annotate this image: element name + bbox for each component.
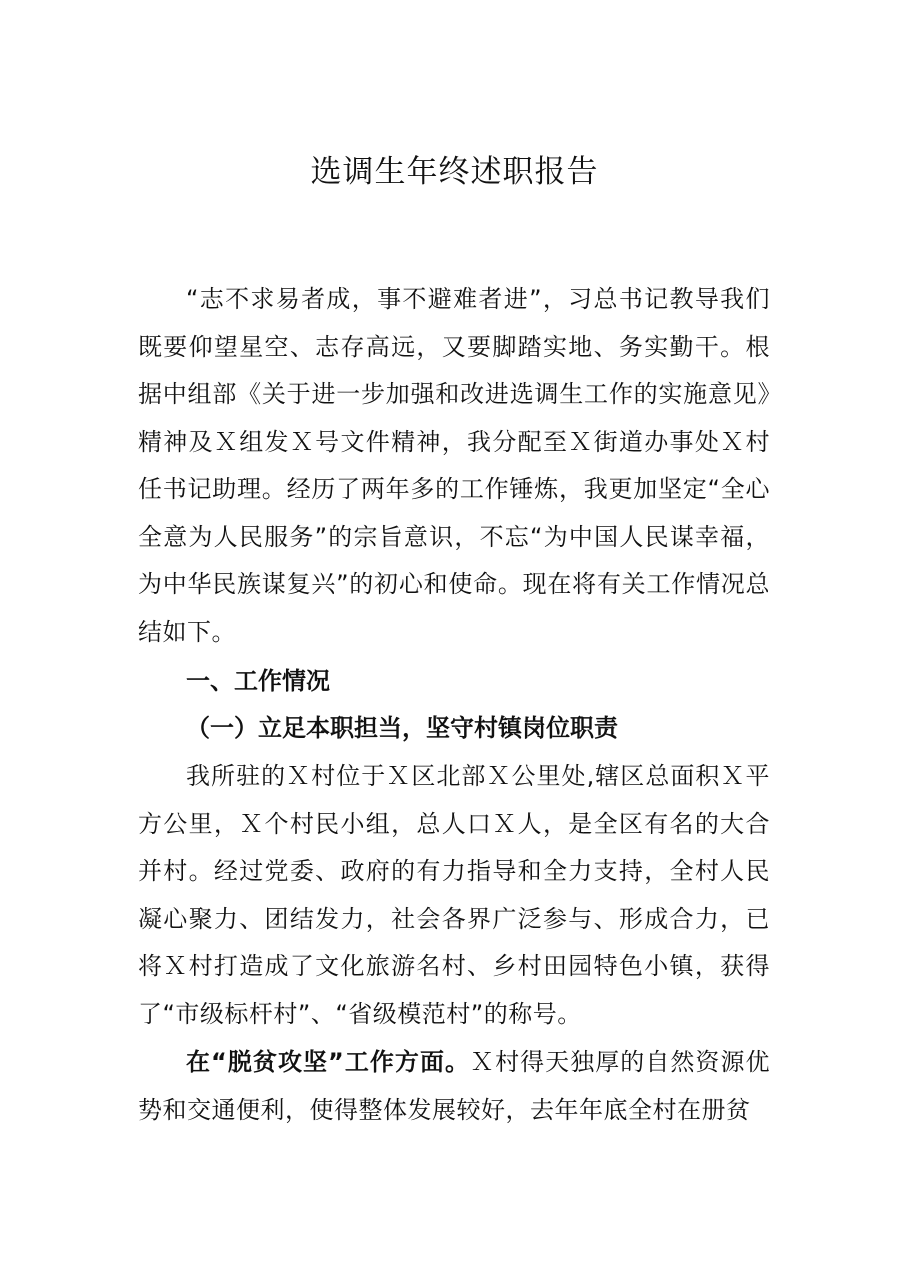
paragraph-lead-heading: 在“脱贫攻坚”工作方面。: [186, 1048, 471, 1076]
document-title: 选调生年终述职报告: [310, 154, 599, 190]
poverty-alleviation-paragraph: [138, 1039, 770, 1134]
village-overview-paragraph: 我所驻的Ｘ村位于Ｘ区北部Ｘ公里处,辖区总面积Ｘ平方公里，Ｘ个村民小组，总人口Ｘ人，是全区有名的大合并村。经过党委、政府的有力指导和全力支持，全村人民凝心聚力、团结发力，社会各界广泛参与、形成合力，已将Ｘ村打造成了文化旅游名村、乡村田园特色小镇，获得了“市级标杆村”、“省级模范村”的称号。: [138, 762, 770, 1028]
intro-paragraph: “志不求易者成，事不避难者进”，习总书记教导我们既要仰望星空、志存高远，又要脚踏实地、务实勤干。根据中组部《关于进一步加强和改进选调生工作的实施意见》精神及Ｘ组发Ｘ号文件精神，我分配至Ｘ街道办事处Ｘ村任书记助理。经历了两年多的工作锤炼，我更加坚定“全心全意为人民服务”的宗旨意识，不忘“为中国人民谋幸福，为中华民族谋复兴”的初心和使命。现在将有关工作情况总结如下。: [138, 285, 770, 646]
subsection-heading-duty: （一）立足本职担当，坚守村镇岗位职责: [186, 714, 618, 742]
paragraph-body-text: Ｘ村得天独厚的自然资源优势和交通便利，使得整体发展较好，去年年底全村在册贫: [138, 1048, 771, 1124]
section-heading-work-status: 一、工作情况: [186, 667, 330, 695]
